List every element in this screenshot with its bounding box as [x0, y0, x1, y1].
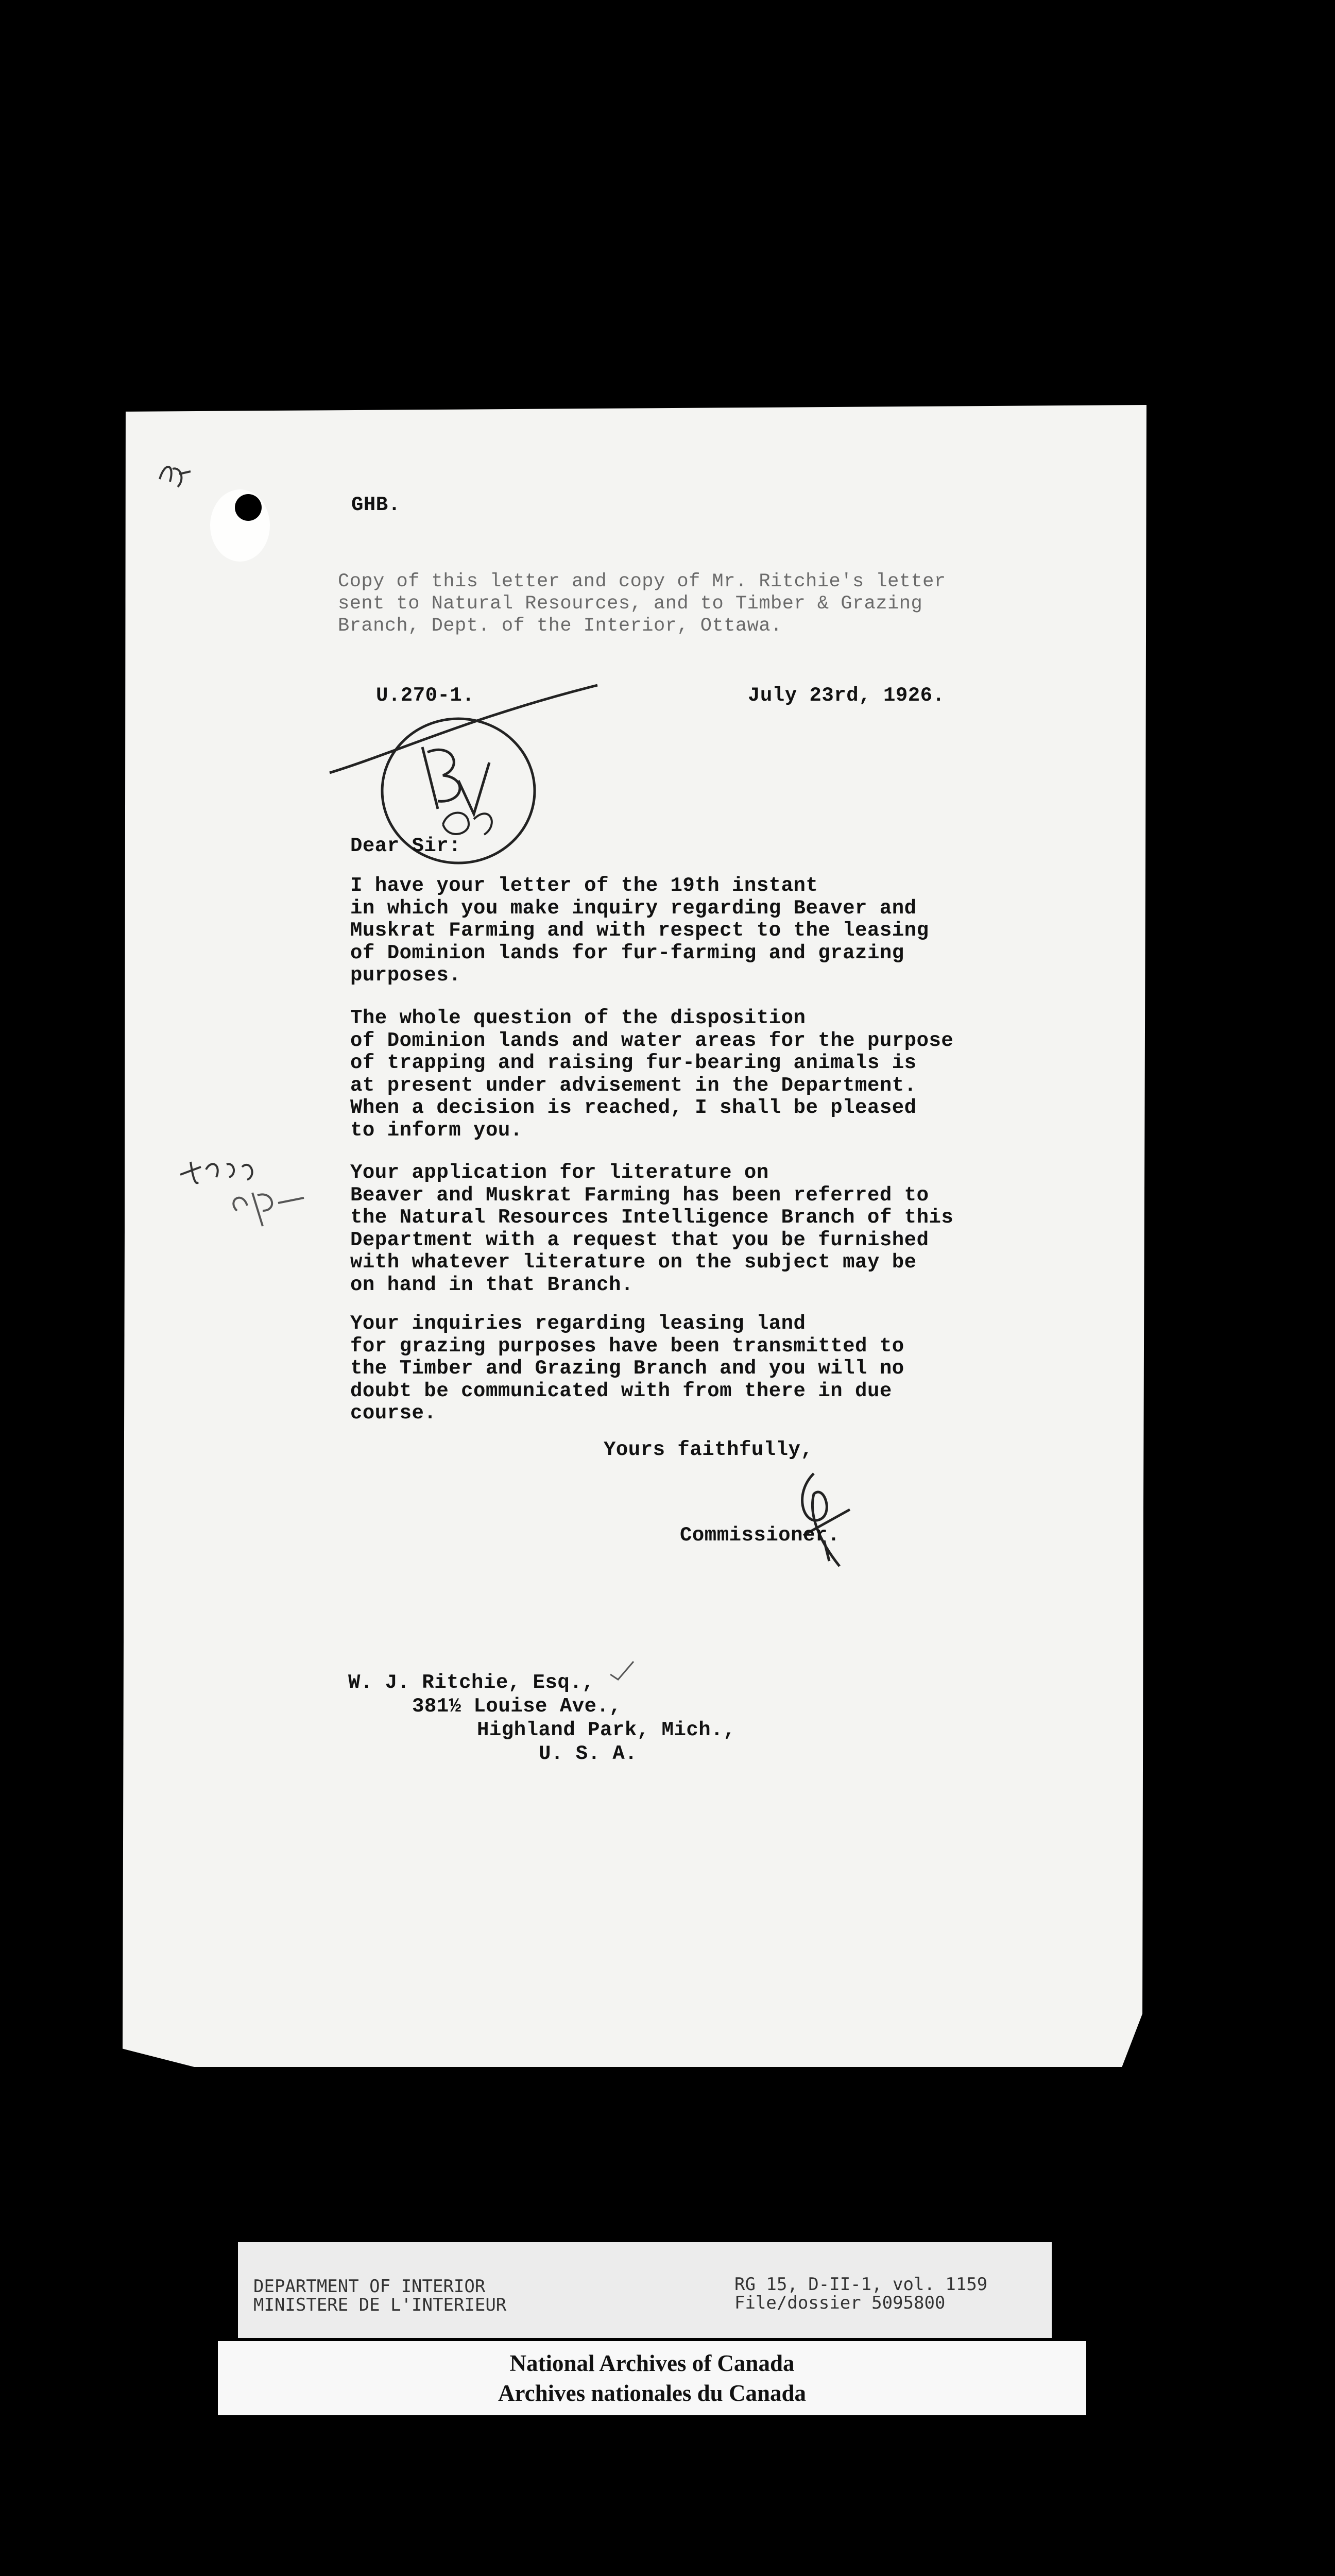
handwritten-signature [773, 1463, 876, 1577]
department-french: MINISTERE DE L'INTERIEUR [253, 2295, 507, 2315]
record-group-reference: RG 15, D-II-1, vol. 1159 [734, 2274, 988, 2295]
archives-name-box [218, 2341, 1086, 2415]
copy-distribution-note: Copy of this letter and copy of Mr. Ritchie's letter sent to Natural Resources, and to Timber & Grazing Branch, Dept. of the Interior, Ottawa. [338, 571, 946, 637]
paragraph-2: The whole question of the disposition of Dominion lands and water areas for the purpose of trapping and raising fur-bearing animals is at present under advisement in the Department. When a decision is reached, I shall be pleased to inform you. [350, 1007, 954, 1142]
punch-hole-mark [206, 479, 278, 572]
paragraph-3: Your application for literature on Beaver and Muskrat Farming has been referred to the Natural Resources Intelligence Branch of this Department with a request that you be furnished with whatever literature on the subject may be on hand in that Branch. [350, 1161, 954, 1296]
address-line-3: Highland Park, Mich., [477, 1719, 735, 1741]
tick-mark [608, 1659, 639, 1685]
letter-date: July 23rd, 1926. [748, 684, 945, 707]
closing: Yours faithfully, [604, 1438, 813, 1461]
paragraph-1: I have your letter of the 19th instant in which you make inquiry regarding Beaver and Muskrat Farming and with respect to the leasing of Dominion lands for fur-farming and grazing purposes. [350, 874, 929, 987]
salutation: Dear Sir: [350, 835, 461, 857]
archive-reference-label [238, 2242, 1052, 2338]
archives-name-french: Archives nationales du Canada [498, 2380, 807, 2406]
file-number: File/dossier 5095800 [734, 2293, 946, 2313]
archives-name-english: National Archives of Canada [509, 2350, 795, 2376]
dictation-initials: GHB. [351, 494, 401, 516]
signatory-title: Commissioner. [680, 1524, 840, 1547]
handwritten-margin-note [175, 1154, 330, 1236]
handwritten-folio-mark [155, 459, 196, 495]
file-reference: U.270-1. [376, 684, 475, 707]
address-line-1: W. J. Ritchie, Esq., [348, 1671, 595, 1694]
paragraph-4: Your inquiries regarding leasing land for grazing purposes have been transmitted to the Timber and Grazing Branch and you will no doubt be communicated with from there in due course. [350, 1312, 904, 1425]
department-english: DEPARTMENT OF INTERIOR [253, 2276, 486, 2297]
address-line-2: 381½ Louise Ave., [412, 1695, 622, 1718]
address-line-4: U. S. A. [539, 1742, 638, 1765]
